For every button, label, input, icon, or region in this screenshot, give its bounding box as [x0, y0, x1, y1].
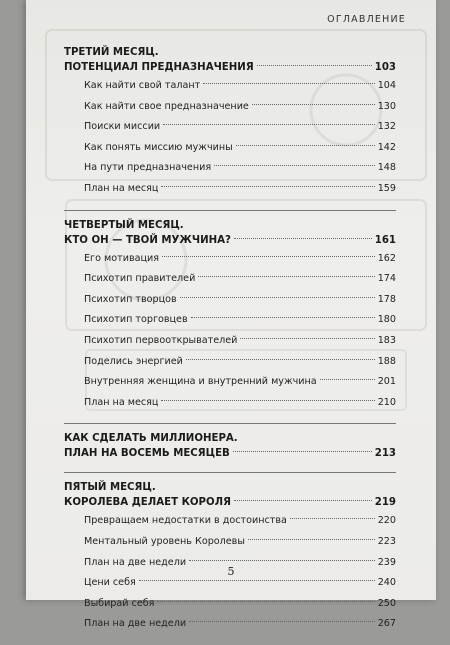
leader-dots: [189, 560, 375, 561]
entry-page: 162: [377, 252, 396, 264]
toc-entry[interactable]: [64, 594, 396, 615]
toc-entry[interactable]: [64, 614, 396, 635]
entry-page: 132: [377, 121, 396, 133]
toc-entry[interactable]: [64, 290, 396, 311]
toc-entry[interactable]: [64, 138, 396, 159]
toc-entry[interactable]: [64, 117, 396, 138]
toc-section-month-5: [64, 481, 396, 635]
entry-label: Его мотивация: [84, 252, 160, 264]
toc-main-entry[interactable]: [64, 60, 396, 76]
leader-dots: [198, 276, 374, 277]
leader-dots: [320, 379, 375, 380]
entry-page: 148: [377, 162, 396, 174]
entry-label: План на две недели: [84, 556, 187, 568]
entry-label: КТО ОН — ТВОЙ МУЖЧИНА?: [64, 234, 231, 246]
toc-entry[interactable]: [64, 76, 396, 97]
section-divider: [64, 472, 396, 473]
entry-page: 213: [374, 448, 396, 460]
leader-dots: [161, 400, 374, 401]
entry-label: Психотип творцов: [84, 293, 177, 305]
leader-dots: [180, 297, 375, 298]
toc-entry[interactable]: [64, 352, 396, 373]
toc-entry[interactable]: [64, 158, 396, 179]
leader-dots: [248, 539, 375, 540]
entry-page: 159: [377, 182, 396, 194]
entry-label: Психотип правителей: [84, 273, 196, 285]
entry-label: Поделись энергией: [84, 355, 183, 367]
section-title: ЧЕТВЕРТЫЙ МЕСЯЦ.: [64, 219, 184, 231]
entry-label: Выбирай себя: [84, 597, 155, 609]
entry-label: Внутренняя женщина и внутренний мужчина: [84, 376, 317, 388]
leader-dots: [234, 500, 372, 501]
entry-label: Ментальный уровень Королевы: [84, 535, 245, 547]
section-divider: [64, 423, 396, 424]
entry-label: ПЛАН НА ВОСЕМЬ МЕСЯЦЕВ: [64, 448, 230, 460]
leader-dots: [240, 338, 374, 339]
entry-page: 239: [377, 556, 396, 568]
entry-page: 219: [374, 497, 396, 509]
entry-page: 201: [377, 376, 396, 388]
entry-label: Психотип торговцев: [84, 314, 188, 326]
entry-label: План на месяц: [84, 182, 159, 194]
toc-main-entry[interactable]: [64, 495, 396, 511]
toc-section-month-4: [64, 219, 396, 414]
leader-dots: [257, 65, 372, 66]
leader-dots: [233, 451, 372, 452]
entry-page: 188: [377, 355, 396, 367]
toc-entry[interactable]: [64, 331, 396, 352]
entry-label: Как найти свое предназначение: [84, 100, 249, 112]
entry-label: Как понять миссию мужчины: [84, 141, 233, 153]
entry-label: План на две недели: [84, 618, 187, 630]
leader-dots: [236, 145, 375, 146]
leader-dots: [139, 580, 375, 581]
toc-main-entry[interactable]: [64, 233, 396, 249]
leader-dots: [161, 186, 374, 187]
entry-page: 142: [377, 141, 396, 153]
entry-label: КОРОЛЕВА ДЕЛАЕТ КОРОЛЯ: [64, 497, 231, 509]
toc-main-entry[interactable]: [64, 446, 396, 462]
leader-dots: [252, 104, 375, 105]
entry-label: План на месяц: [84, 396, 159, 408]
leader-dots: [191, 317, 375, 318]
toc-entry[interactable]: [64, 393, 396, 414]
leader-dots: [290, 518, 375, 519]
toc-entry[interactable]: [64, 372, 396, 393]
entry-page: 161: [374, 234, 396, 246]
toc-entry[interactable]: [64, 532, 396, 553]
entry-label: Поиски миссии: [84, 121, 161, 133]
entry-page: 104: [377, 80, 396, 91]
entry-page: 267: [377, 618, 396, 630]
section-title: ПЯТЫЙ МЕСЯЦ.: [64, 482, 156, 494]
section-title: ТРЕТИЙ МЕСЯЦ.: [64, 47, 159, 58]
entry-label: На пути предназначения: [84, 162, 212, 174]
section-title: КАК СДЕЛАТЬ МИЛЛИОНЕРА.: [64, 433, 238, 445]
leader-dots: [157, 601, 374, 602]
leader-dots: [163, 124, 375, 125]
entry-label: Как найти свой талант: [84, 80, 201, 91]
entry-label: Психотип первооткрывателей: [84, 334, 238, 346]
leader-dots: [214, 165, 375, 166]
book-page: [26, 0, 436, 630]
entry-page: 178: [377, 293, 396, 305]
entry-label: ПОТЕНЦИАЛ ПРЕДНАЗНАЧЕНИЯ: [64, 62, 254, 73]
entry-page: 223: [377, 535, 396, 547]
entry-page: 250: [377, 597, 396, 609]
toc-entry[interactable]: [64, 249, 396, 270]
leader-dots: [189, 621, 375, 622]
table-of-contents: [64, 46, 396, 645]
running-header: ОГЛАВЛЕНИЕ: [327, 14, 406, 25]
entry-page: 103: [374, 62, 396, 73]
toc-section-month-3: [64, 46, 396, 200]
entry-page: 240: [377, 577, 396, 589]
leader-dots: [234, 238, 372, 239]
entry-page: 210: [377, 396, 396, 408]
toc-entry[interactable]: [64, 97, 396, 118]
section-divider: [64, 210, 396, 211]
entry-label: Цени себя: [84, 577, 136, 589]
leader-dots: [186, 359, 375, 360]
leader-dots: [162, 256, 375, 257]
page-number: 5: [227, 565, 235, 578]
entry-page: 180: [377, 314, 396, 326]
leader-dots: [203, 83, 374, 84]
entry-page: 220: [377, 515, 396, 527]
toc-section-millionaire: [64, 432, 396, 462]
toc-entry[interactable]: [64, 269, 396, 290]
toc-entry[interactable]: [64, 179, 396, 200]
toc-entry[interactable]: [64, 310, 396, 331]
entry-page: 183: [377, 334, 396, 346]
toc-entry[interactable]: [64, 511, 396, 532]
entry-page: 130: [377, 100, 396, 112]
entry-page: 174: [377, 273, 396, 285]
entry-label: Превращаем недостатки в достоинства: [84, 515, 287, 527]
